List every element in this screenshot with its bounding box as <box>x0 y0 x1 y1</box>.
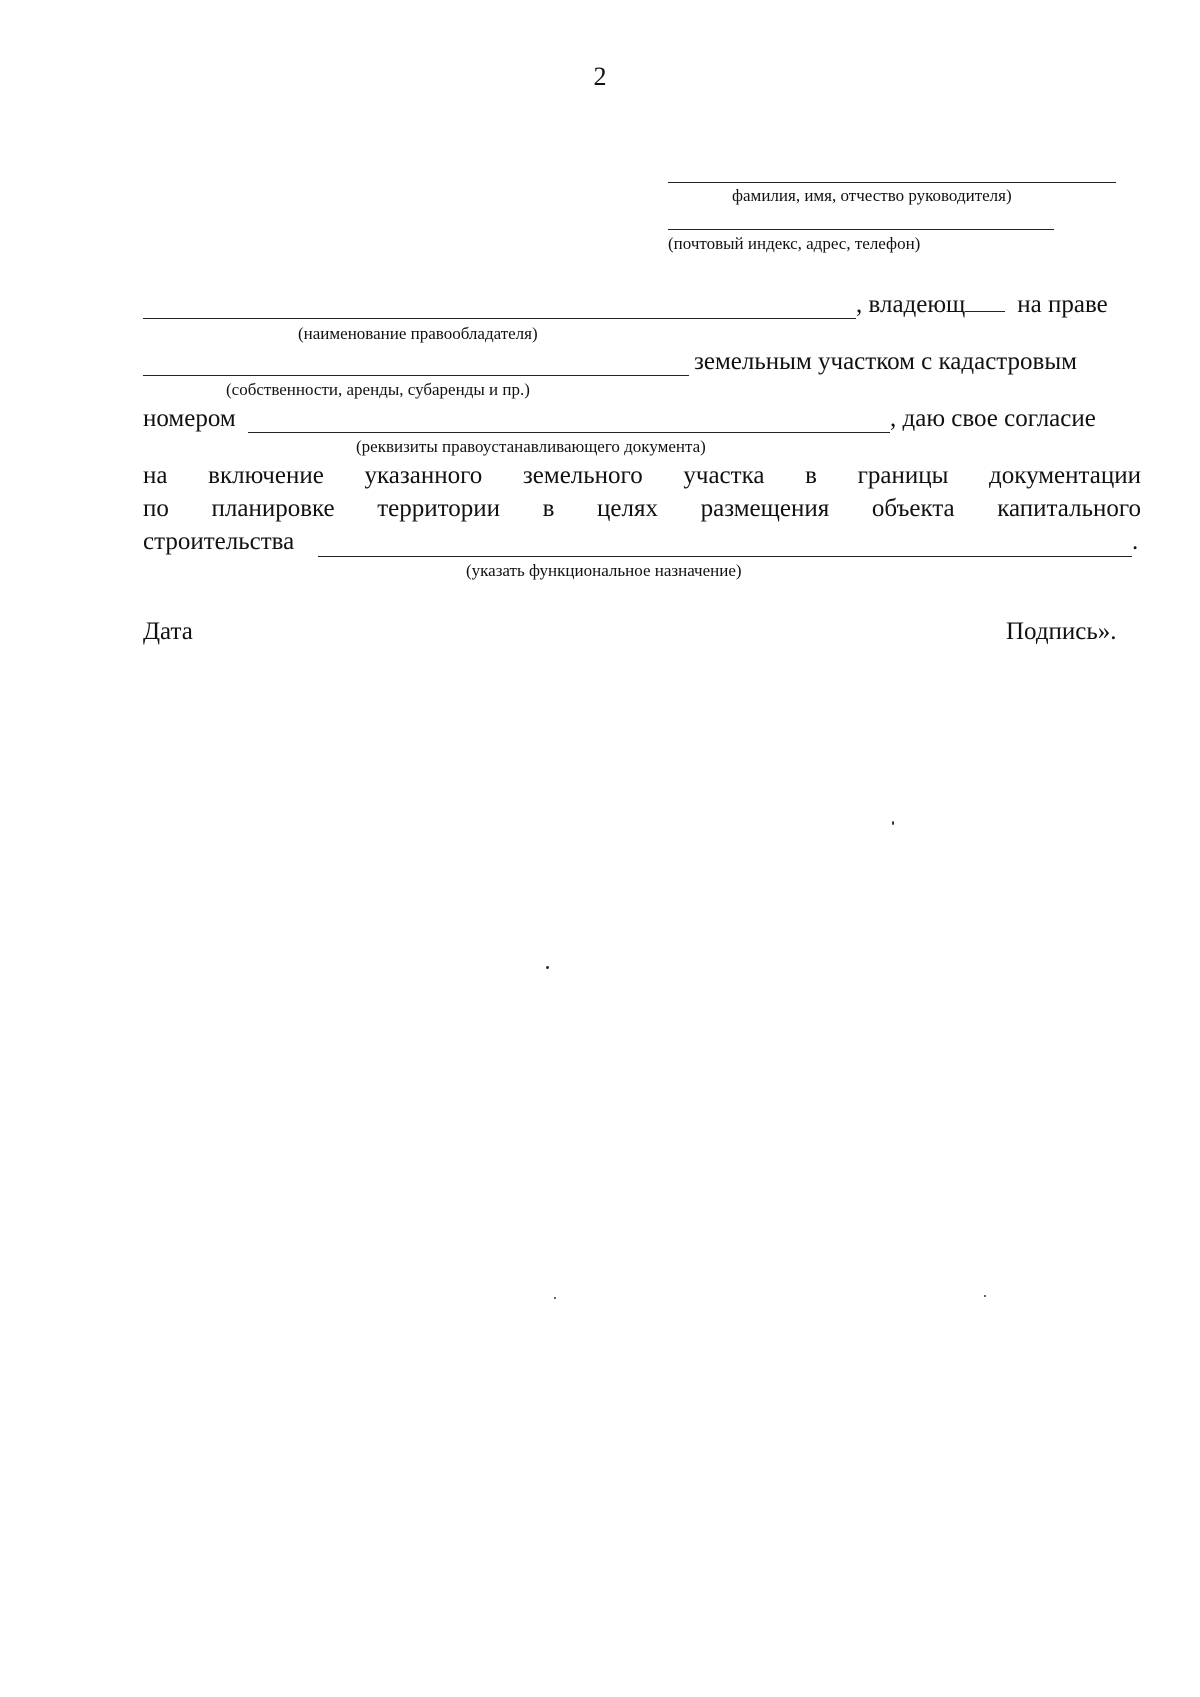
land-plot-text: земельным участком с кадастровым <box>694 348 1077 375</box>
scan-speck <box>554 1297 556 1299</box>
paragraph-line-2: по планировке территории в целях размещения объекта капитального <box>143 495 1141 522</box>
function-purpose-caption: (указать функциональное назначение) <box>466 561 742 580</box>
holder-name-blank <box>143 318 856 319</box>
ending-blank <box>965 291 1005 312</box>
document-details-blank <box>248 432 890 433</box>
paragraph-line-1: на включение указанного земельного участка в границы документации <box>143 462 1141 489</box>
scan-speck <box>892 821 894 825</box>
sentence-end-period: . <box>1132 528 1139 555</box>
page-number: 2 <box>593 62 607 91</box>
function-purpose-blank <box>318 556 1132 557</box>
manager-name-line <box>668 182 1116 183</box>
manager-name-caption: фамилия, имя, отчество руководителя) <box>732 186 1012 205</box>
address-line <box>668 229 1054 230</box>
owning-right-text <box>856 291 1108 319</box>
scan-speck <box>984 1295 986 1297</box>
right-type-blank <box>143 375 689 376</box>
signature-label: Подпись». <box>1006 618 1117 645</box>
date-label: Дата <box>143 618 193 645</box>
on-right-text: на праве <box>1017 291 1108 318</box>
address-caption: (почтовый индекс, адрес, телефон) <box>668 234 921 253</box>
consent-text: , даю свое согласие <box>890 405 1096 432</box>
right-type-caption: (собственности, аренды, субаренды и пр.) <box>226 380 530 399</box>
scan-speck <box>546 966 549 969</box>
number-text: номером <box>143 405 236 432</box>
holder-name-caption: (наименование правообладателя) <box>298 324 538 343</box>
document-details-caption: (реквизиты правоустанавливающего документа) <box>356 437 706 456</box>
owning-text: , владеющ <box>856 291 966 318</box>
construction-text: строительства <box>143 528 295 555</box>
